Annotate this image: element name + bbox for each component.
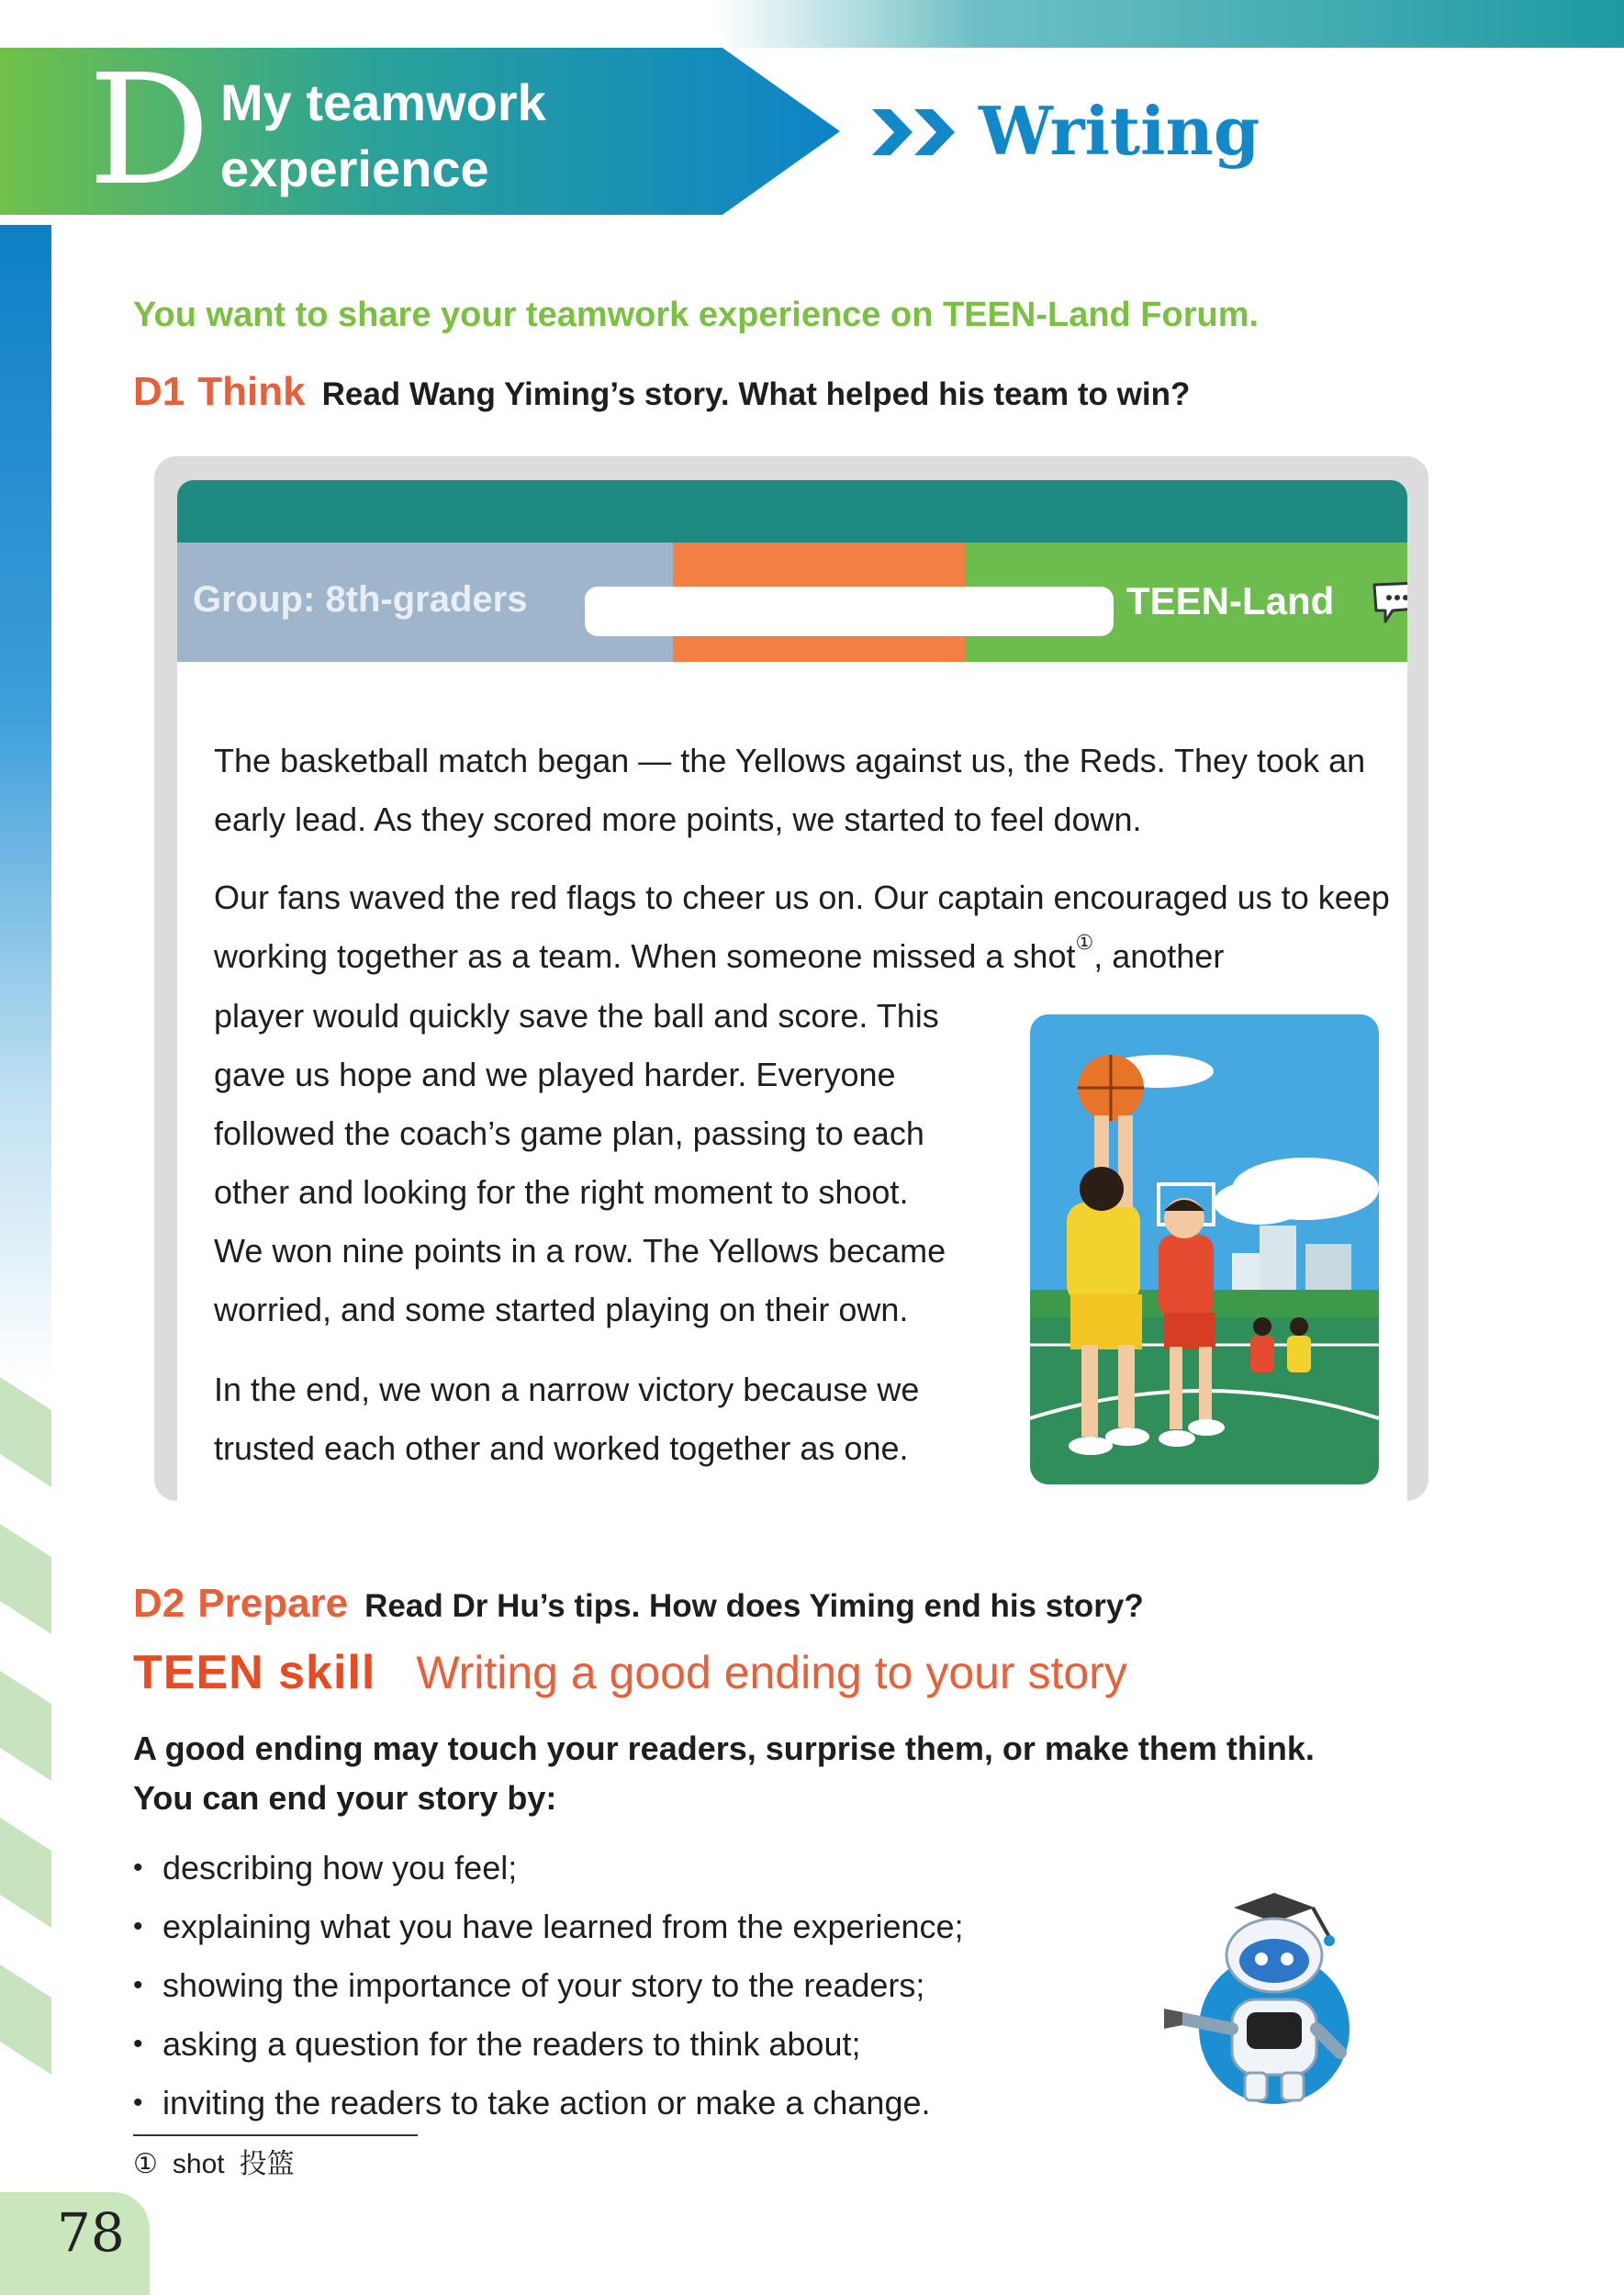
list-item: • showing the importance of your story to the readers; — [133, 1956, 964, 2015]
task-word: Prepare — [197, 1581, 349, 1626]
tips-list — [133, 1839, 964, 2133]
story-paragraph-3 — [214, 1360, 919, 1478]
story-line: followed the coach’s game plan, passing to each — [214, 1114, 924, 1152]
skill-intro-line: You can end your story by: — [133, 1779, 557, 1817]
forum-brand-label: TEEN-Land — [1126, 579, 1335, 622]
story-line: In the end, we won a narrow victory because we — [214, 1371, 920, 1408]
story-paragraph-2-opening — [214, 868, 1417, 986]
list-item: • asking a question for the readers to think about; — [133, 2015, 964, 2074]
teen-skill-tag: TEEN skill — [133, 1646, 376, 1699]
footnote — [133, 2141, 295, 2181]
intro-text: You want to share your teamwork experience on TEEN-Land Forum. — [133, 296, 1260, 334]
story-text: Our fans waved the red flags to cheer us on. Our captain encouraged us to keep working together as a team. When someone missed a shot — [214, 879, 1390, 975]
double-chevron-icon — [872, 106, 960, 159]
section-title: My teamwork experience — [220, 73, 546, 197]
story-line: other and looking for the right moment to shoot. — [214, 1173, 909, 1211]
skill-intro-line: A good ending may touch your readers, surprise them, or make them think. — [133, 1730, 1315, 1767]
task-instruction: Read Dr Hu’s tips. How does Yiming end his story? — [364, 1588, 1144, 1624]
forum-search-input[interactable] — [585, 587, 1114, 636]
story-line: player would quickly save the ball and score. This — [214, 997, 939, 1035]
list-item: • explaining what you have learned from the experience; — [133, 1898, 964, 1956]
footnote-marker: ① — [1075, 931, 1094, 954]
teen-skill-heading — [133, 1645, 1127, 1700]
task-word: Think — [197, 369, 306, 414]
footnote-gloss: 投篮 — [239, 2148, 295, 2180]
story-line: We won nine points in a row. The Yellows became — [214, 1232, 946, 1270]
footnote-term: shot — [172, 2149, 225, 2179]
list-item: • inviting the readers to take action or make a change. — [133, 2074, 964, 2133]
task-d1 — [133, 369, 1190, 415]
basketball-illustration — [1030, 1014, 1379, 1484]
section-letter: D — [88, 42, 211, 219]
teen-skill-title: Writing a good ending to your story — [416, 1647, 1127, 1698]
story-line: worried, and some started playing on their own. — [214, 1291, 909, 1328]
task-code: D1 — [133, 369, 185, 414]
forum-group-label: Group: 8th-graders — [193, 579, 528, 620]
skill-intro — [133, 1724, 1418, 1823]
chat-bubble-icon[interactable] — [1371, 579, 1407, 625]
skill-area-label: Writing — [979, 92, 1260, 170]
footnote-mark: ① — [133, 2149, 158, 2179]
story-line: trusted each other and worked together as one. — [214, 1429, 909, 1467]
task-d2 — [133, 1581, 1144, 1627]
story-paragraph-2-lines — [214, 987, 946, 1339]
forum-top-bar — [177, 480, 1407, 543]
top-decoration-bar — [0, 0, 1624, 48]
robot-mascot-icon — [1137, 1891, 1366, 2121]
list-item: • describing how you feel; — [133, 1839, 964, 1898]
story-line: gave us hope and we played harder. Everyone — [214, 1056, 896, 1093]
story-text: , another — [1093, 937, 1225, 975]
task-instruction: Read Wang Yiming’s story. What helped his team to win? — [321, 376, 1191, 412]
footnote-divider — [133, 2134, 418, 2136]
task-code: D2 — [133, 1581, 185, 1626]
story-paragraph-1: The basketball match began — the Yellows against us, the Reds. They took an early lead. As they scored more points, we started to feel down. — [214, 742, 1366, 838]
page-number: 78 — [57, 2201, 125, 2264]
